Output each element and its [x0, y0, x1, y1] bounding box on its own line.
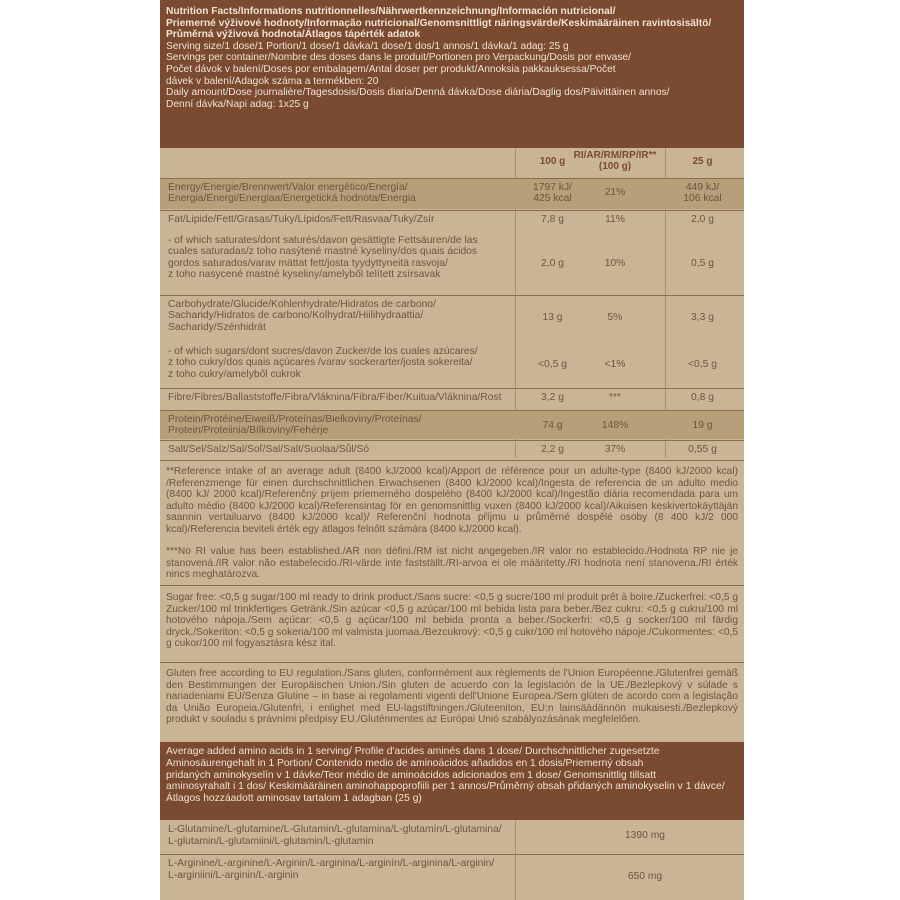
no-ri-note: ***No RI value has been established./AR non défini./RM ist nicht angegeben./IR valor no establecido./Hodnota RP nie je stanovená./IR valor não estabelecido./RI-värde inte fastställt./RI-arvoa ei ole määritetty./RI hodnota není stanovena./RI érték nincs meghatározva. [166, 546, 738, 581]
table-row [160, 232, 744, 294]
column-25g-header: 25 g [692, 156, 713, 167]
nutrient-label: Salt/Sel/Salz/Sal/Soľ/Sal/Salt/Suolaa/Sůl/Só [168, 444, 370, 455]
value-100g: 2,2 g [541, 444, 564, 455]
amino-value: 1390 mg [624, 830, 666, 841]
nutrient-label: Energy/Energie/Brennwert/Valor energético/Energía/ Energia/Energi/Energiaa/Energetická hodnota/Energia [168, 182, 416, 205]
nutrient-label: Carbohydrate/Glucide/Kohlenhydrate/Hidratos de carbono/ Sacharidy/Hidratos de carbono/Kolhydrat/Hiilihydraattia/ Sacharidy/Szénhidrát [168, 299, 436, 333]
value-25g: <0,5 g [688, 359, 717, 370]
header-title-line: Průměrná výživová hodnota/Átlagos tápérték adatok [166, 29, 421, 41]
nutrient-label: Fibre/Fibres/Ballaststoffe/Fibra/Vláknina/Fibra/Fiber/Kuitua/Vláknina/Rost [168, 392, 502, 403]
value-ri: 11% [605, 214, 625, 225]
amino-label: L-Arginine/L-arginine/L-Arginin/L-arginina/L-arginín/L-arginina/L-arginin/ L-arginiini/L-arginin/L-arginin [168, 858, 495, 881]
value-100g: 13 g [542, 312, 563, 323]
value-25g: 0,55 g [688, 444, 717, 455]
column-100g-header: 100 g [539, 156, 566, 167]
column-ri-sublabel: (100 g) [598, 161, 632, 172]
amino-header-line: aminosyrahalt i 1 dos/ Keskimääräinen aminohappoprofiili per 1 annos/Průměrný obsah přidaných aminokyselin v 1 dávce/ [166, 781, 725, 793]
servings-line: Servings per container/Nombre des doses dans le produit/Portionen pro Verpackung/Dosis por envase/ [166, 52, 631, 64]
table-row [160, 411, 744, 439]
amino-row [160, 821, 744, 853]
amino-label: L-Glutamine/L-glutamine/L-Glutamin/L-glutamina/L-glutamín/L-glutamina/ L-glutamin/L-glutamiini/L-glutamin/L-glutamin [168, 824, 502, 847]
nutrient-label: Fat/Lipide/Fett/Grasas/Tuky/Lípidos/Fett/Rasvaa/Tuky/Zsír [168, 214, 435, 225]
reference-intake-note: **Reference intake of an average adult (8400 kJ/2000 kcal)/Apport de référence pour un adulte-type (8400 kJ/2000 kcal) /Referenzmenge für einen durchschnittlichen Erwachsenen (8400 kJ/2000 kcal)/Ingesta de referencia de un adulto medio (8400 kJ/ 2000 kcal)/Referenčný príjem priemerného dospelého (8400 kJ/2000 kcal)/Ingestão diária recomendada para um adulto médio (8400 kJ/2000 kcal)/Referensintag för en genomsnittlig vuxen (8400 kJ/2000 kcal)/Aikuisen keskivertokäyttäjän saannin vertailuarvo (8400 kJ/2000 kcal)/ Referenční hodnota příjmu u průměrné dospělé osoby (8 400 kJ/2 000 kcal)/Referencia beviteli érték egy átlagos felnőtt számára (8400 kJ/2000 kcal). [166, 466, 738, 535]
value-100g: 3,2 g [541, 392, 564, 403]
amino-row [160, 855, 744, 889]
amino-header-line: Average added amino acids in 1 serving/ Profile d'acides aminés dans 1 dose/ Durchschnittlicher zugesetzte [166, 746, 660, 757]
amino-header-line: Aminosäurengehalt in 1 Portion/ Contenido medio de aminoácidos añadidos en 1 dosis/Priemerný obsah [166, 757, 644, 769]
daily-amount-line: Denní dávka/Napi adag: 1x25 g [166, 98, 309, 110]
value-100g: 2,0 g [541, 258, 564, 269]
column-ri-header [560, 150, 670, 172]
header-title-line: Priemerné výživové hodnoty/Informação nutricional/Genomsnittligt näringsvärde/Keskimääräinen ravintosisältö/ [166, 17, 712, 29]
daily-amount-line: Daily amount/Dose journalière/Tagesdosis/Dosis diaria/Denná dávka/Dose diária/Daglig dos/Päivittäinen annos/ [166, 87, 670, 99]
table-header [160, 148, 744, 178]
value-25g: 3,3 g [691, 312, 714, 323]
nutrition-label-panel [160, 0, 744, 900]
divider [160, 460, 744, 461]
value-25g: 449 kJ/ 106 kcal [683, 182, 722, 205]
value-25g: 2,0 g [691, 214, 714, 225]
value-ri: 10% [604, 258, 626, 269]
servings-line: Počet dávok v balení/Doses por embalagem/Antal doser per produkt/Annoksia pakkauksessa/Počet [166, 63, 616, 75]
table-row [160, 343, 744, 387]
column-ri-label: RI/AR/RM/RP/IR** [573, 150, 657, 161]
header-title-line: Nutrition Facts/Informations nutritionnelles/Nährwertkennzeichnung/Información nutricional/ [166, 6, 616, 17]
table-row [160, 179, 744, 209]
gluten-free-note: Gluten free according to EU regulation./Sans gluten, conformément aux règlements de l'Union Européenne./Glutenfrei gemäß den Bestimmungen der Europäischen Union./Sin gluten de acuerdo con la legislación de la UE./Bezlepkový v súlade s nariadeniami EÚ/Senza Glutine – in base ai regolamenti vigenti dell'Unione Europea./Sem glúten de acordo com a legislação da União Europeia./Glutenfri, i enlighet med EU-lagstiftningen./Gluteeniton, EU:n lainsäädännön mukaisesti./Bezlepkový produkt v souladu s právními předpisy EU./Gluténmentes az Európai Unió szabályozásának megfelelően. [166, 668, 738, 726]
table-row [160, 296, 744, 340]
amino-header-line: Átlagos hozzáadott aminosav tartalom 1 adagban (25 g) [166, 793, 422, 805]
value-100g: 74 g [542, 420, 563, 431]
table-row [160, 211, 744, 231]
value-25g: 0,5 g [691, 258, 714, 269]
nutrient-label: - of which sugars/dont sucres/davon Zucker/de los cuales azúcares/ z toho cukry/dos quais açúcares /varav sockerarter/josta sokereita/ z toho cukry/amelyből cukrok [168, 346, 478, 380]
table-row [160, 389, 744, 409]
table-row [160, 441, 744, 459]
nutrient-label: Protein/Protéine/Eiweiß/Proteínas/Bielkoviny/Proteínas/ Protein/Proteiinia/Bílkoviny/Fehérje [168, 414, 422, 437]
value-ri: <1% [604, 359, 626, 370]
value-ri: 148% [601, 420, 629, 431]
value-ri: *** [608, 392, 622, 403]
nutrition-facts-header [160, 0, 744, 148]
serving-size-line: Serving size/1 dose/1 Portion/1 dose/1 dávka/1 dose/1 dos/1 annos/1 dávka/1 adag: 25 g [166, 40, 569, 52]
value-ri: 5% [607, 312, 623, 323]
amino-header-line: pridaných aminokyselín v 1 dávke/Teor médio de aminoácidos adicionados em 1 dose/ Genomsnittlig tillsatt [166, 769, 656, 781]
amino-value: 650 mg [627, 871, 663, 882]
nutrient-label: - of which saturates/dont saturés/davon gesättigte Fettsäuren/de las cuales saturadas/z toho nasýtené mastné kyseliny/dos quais ácidos gordos saturados/varav mättat fett/josta tyydyttyneitä rasvoja/ z toho nasycené mastné kyseliny/amelyből telített zsírsavak [168, 235, 478, 281]
sugar-free-note: Sugar free: <0,5 g sugar/100 ml ready to drink product./Sans sucre: <0,5 g sucre/100 ml produit prêt à boire./Zuckerfrei: <0,5 g Zucker/100 ml trinkfertiges Getränk./Sin azúcar <0,5 g azúcar/100 ml bebida lista para beber./Bez cukru: <0,5 g cukru/100 ml hotového nápoja./Sem açúcar: <0,5 g açúcar/100 ml bebida pronta a beber./Sockerfri: <0,5 g socker/100 ml färdig dryck./Sokeriton: <0,5 g sokeria/100 ml valmista juomaa./Bezcukrový: <0,5 g cukr/100 ml hotového nápoje./Cukormentes: <0,5 g cukor/100 ml fogyasztásra kész ital. [166, 592, 738, 650]
divider [160, 585, 744, 586]
value-25g: 0,8 g [691, 392, 714, 403]
value-ri: 21% [604, 187, 626, 198]
value-ri: 37% [604, 444, 626, 455]
value-25g: 19 g [692, 420, 713, 431]
value-100g: 7,8 g [541, 214, 564, 225]
amino-acids-header [160, 742, 744, 820]
servings-line: dávek v balení/Adagok száma a termékben: 20 [166, 75, 379, 87]
value-100g: 1797 kJ/ 425 kcal [533, 182, 572, 205]
value-100g: <0,5 g [538, 359, 567, 370]
divider [160, 662, 744, 663]
